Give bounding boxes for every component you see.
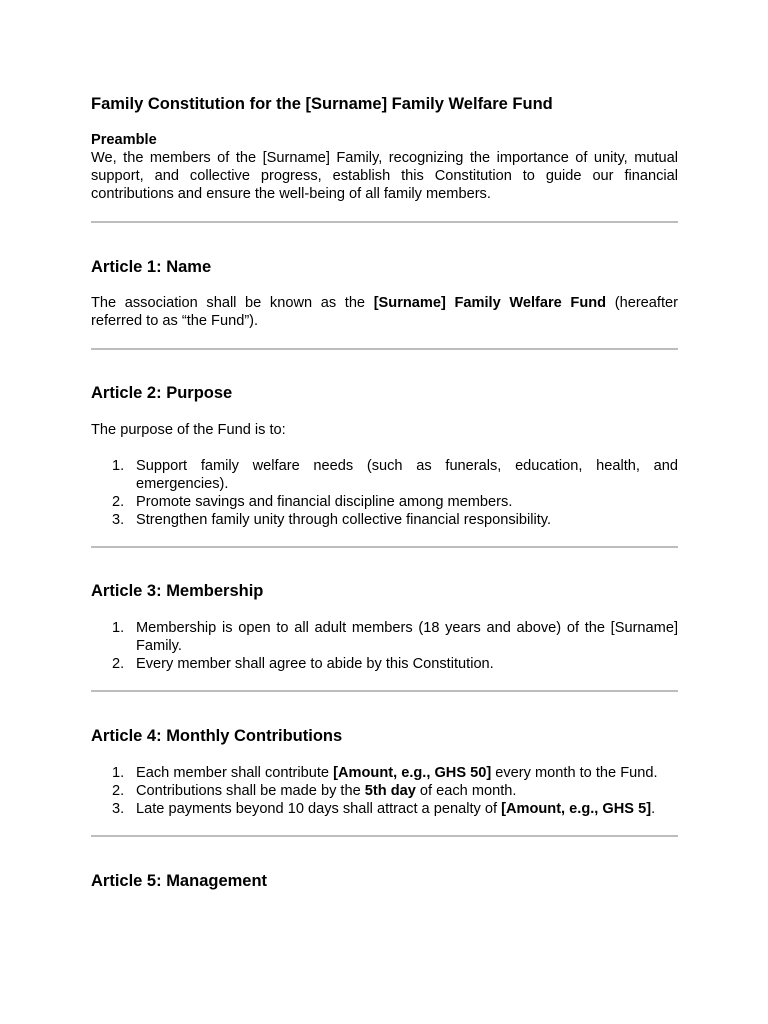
article-2-intro: The purpose of the Fund is to: bbox=[91, 422, 286, 438]
article-3-title: Article 3: Membership bbox=[91, 582, 264, 600]
article-2-title: Article 2: Purpose bbox=[91, 384, 233, 402]
list-item-text-after: every month to the Fund. bbox=[491, 765, 658, 781]
article-1-fund-name: [Surname] Family Welfare Fund bbox=[373, 295, 607, 311]
list-number: 2. bbox=[112, 494, 125, 510]
contribution-due-day: 5th day bbox=[364, 783, 416, 799]
list-number: 3. bbox=[112, 801, 125, 817]
document-title: Family Constitution for the [Surname] Family Welfare Fund bbox=[91, 95, 553, 113]
list-item bbox=[91, 619, 678, 655]
list-item bbox=[91, 655, 678, 673]
list-item-text-before: Late payments beyond 10 days shall attract a penalty of bbox=[136, 801, 502, 817]
list-item bbox=[91, 511, 678, 529]
article-1-text bbox=[91, 294, 678, 330]
list-item bbox=[91, 457, 678, 493]
preamble-heading: Preamble bbox=[91, 132, 157, 148]
list-item-text: Membership is open to all adult members (18 years and above) of the [Surname] Family. bbox=[136, 620, 678, 654]
article-1-text-before: The association shall be known as the bbox=[91, 295, 374, 311]
article-4-title: Article 4: Monthly Contributions bbox=[91, 727, 343, 745]
list-item bbox=[91, 764, 678, 782]
article-5-title: Article 5: Management bbox=[91, 872, 268, 890]
list-number: 2. bbox=[112, 656, 125, 672]
article-1-text-after: (hereafter referred to as “the Fund”). bbox=[91, 295, 678, 329]
list-item-text: Strengthen family unity through collective financial responsibility. bbox=[136, 512, 552, 528]
list-number: 1. bbox=[112, 458, 125, 474]
list-item-text: Support family welfare needs (such as funerals, education, health, and emergencies). bbox=[136, 458, 678, 492]
list-item bbox=[91, 493, 678, 511]
list-item-text-after: . bbox=[651, 801, 656, 817]
list-number: 3. bbox=[112, 512, 125, 528]
list-item-text: Every member shall agree to abide by this Constitution. bbox=[136, 656, 494, 672]
list-number: 1. bbox=[112, 620, 125, 636]
list-number: 1. bbox=[112, 765, 125, 781]
article-2-list bbox=[91, 457, 678, 529]
section-divider bbox=[91, 835, 678, 837]
penalty-amount: [Amount, e.g., GHS 5] bbox=[501, 801, 652, 817]
section-divider bbox=[91, 348, 678, 350]
article-4-list bbox=[91, 764, 678, 818]
list-number: 2. bbox=[112, 783, 125, 799]
contribution-amount: [Amount, e.g., GHS 50] bbox=[333, 765, 492, 781]
section-divider bbox=[91, 690, 678, 692]
section-divider bbox=[91, 221, 678, 223]
preamble-text: We, the members of the [Surname] Family, recognizing the importance of unity, mutual support, and collective progress, establish this Constitution to guide our financial contributions and ensure the well-being of all family members. bbox=[91, 150, 678, 202]
list-item bbox=[91, 782, 678, 800]
list-item bbox=[91, 800, 678, 818]
section-divider bbox=[91, 546, 678, 548]
article-1-title: Article 1: Name bbox=[91, 258, 212, 276]
list-item-text-before: Each member shall contribute bbox=[136, 765, 334, 781]
list-item-text: Promote savings and financial discipline among members. bbox=[136, 494, 513, 510]
list-item-text-after: of each month. bbox=[415, 783, 517, 799]
article-3-list bbox=[91, 619, 678, 673]
list-item-text-before: Contributions shall be made by the bbox=[136, 783, 365, 799]
